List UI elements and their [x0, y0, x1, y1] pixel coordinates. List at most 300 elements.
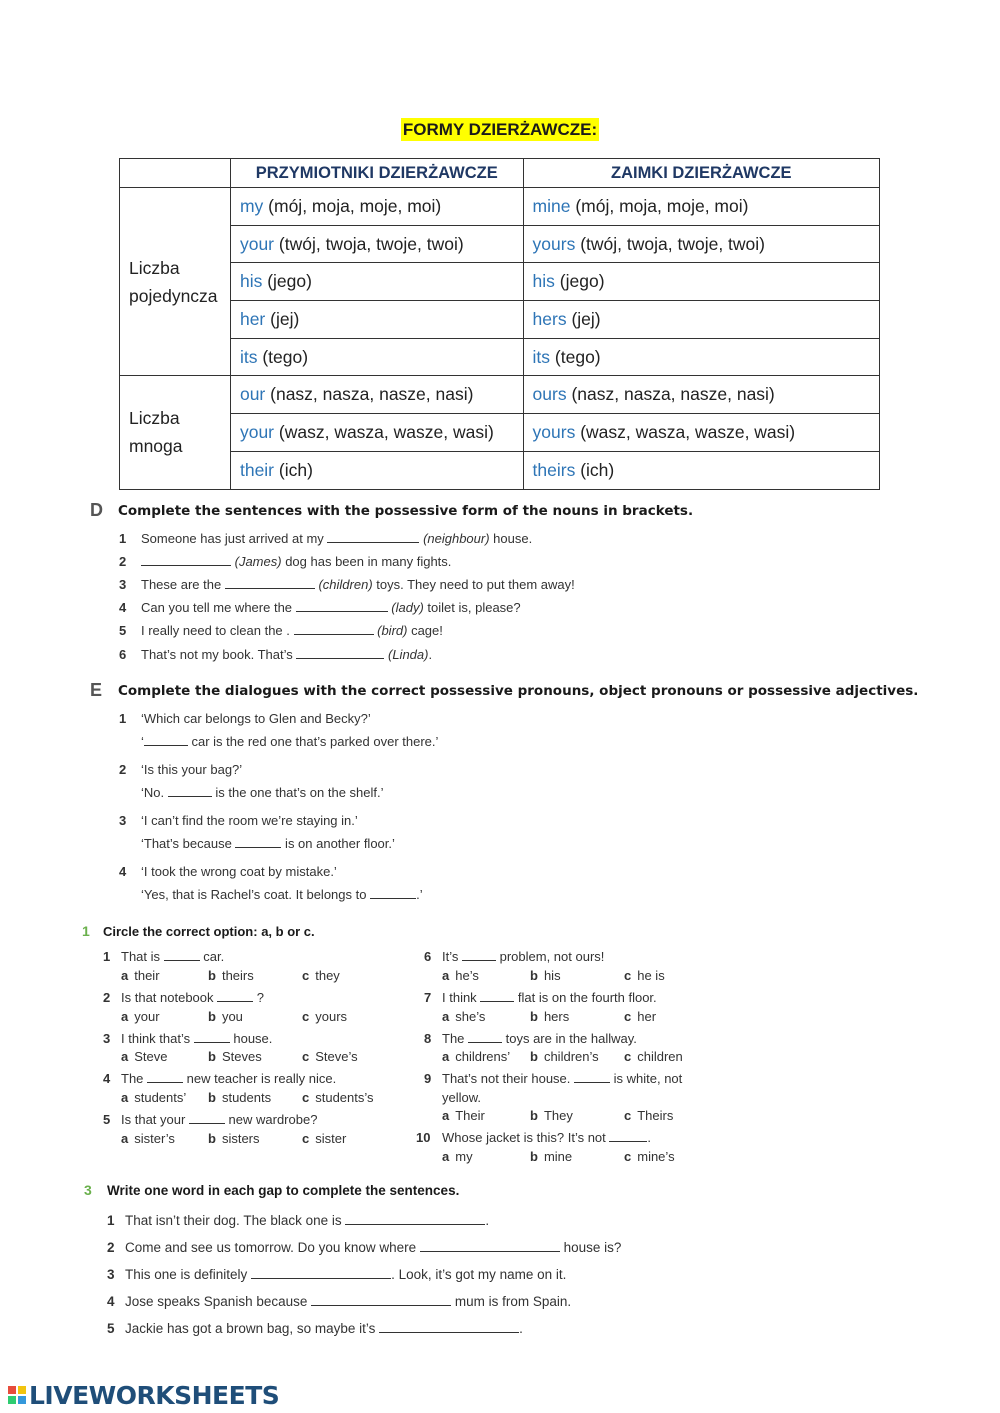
question-text: car.	[199, 949, 225, 964]
adj-cell	[230, 301, 523, 339]
option-letter: c	[302, 968, 310, 983]
answer-gap[interactable]	[251, 1267, 391, 1279]
option-letter: a	[121, 1131, 129, 1146]
exercise-d-item	[119, 554, 451, 569]
adj-cell	[230, 414, 523, 452]
answer-gap[interactable]	[327, 531, 419, 543]
item-text: Someone has just arrived at my	[141, 531, 324, 546]
item-text: mum is from Spain.	[451, 1294, 572, 1309]
question-text: new teacher is really nice.	[183, 1071, 337, 1086]
item-text: ‘	[141, 734, 144, 749]
item-text: ‘I can’t find the room we’re staying in.’	[141, 813, 358, 828]
exercise-3-item	[107, 1294, 571, 1309]
pron-cell	[523, 376, 879, 414]
option-text: students’s	[315, 1090, 374, 1105]
liveworksheets-logo[interactable]	[8, 1380, 279, 1410]
option-text: theirs	[221, 968, 254, 983]
adj-cell	[230, 188, 523, 226]
table-row	[120, 263, 880, 301]
item-text: Come and see us tomorrow. Do you know where	[125, 1240, 420, 1255]
option-a[interactable]	[442, 1149, 473, 1164]
option-a[interactable]	[442, 1108, 485, 1123]
item-text: That’s not my book. That’s	[141, 647, 293, 662]
option-letter: c	[624, 1149, 632, 1164]
option-letter: a	[442, 1108, 450, 1123]
mc-question	[103, 1031, 272, 1046]
answer-gap[interactable]	[296, 647, 384, 659]
question-text: I think that’s	[121, 1031, 194, 1046]
table-row	[120, 225, 880, 263]
item-text: ‘Is this your bag?’	[141, 762, 243, 777]
item-text: .	[485, 1213, 490, 1228]
option-c[interactable]	[302, 1090, 374, 1105]
item-text: toilet is, please?	[423, 600, 521, 615]
question-number: 9	[424, 1071, 432, 1086]
mc-question-continued: yellow.	[442, 1090, 482, 1105]
header-pronouns: ZAIMKI DZIERŻAWCZE	[523, 159, 879, 188]
option-text: Steves	[221, 1049, 262, 1064]
exercise-3-item	[107, 1213, 489, 1228]
pron-cell	[523, 414, 879, 452]
answer-gap[interactable]	[379, 1321, 519, 1333]
option-a[interactable]	[121, 1049, 167, 1064]
option-letter: c	[624, 1009, 632, 1024]
pron-cell	[523, 338, 879, 376]
logo-block	[8, 1386, 16, 1394]
item-number: 1	[119, 531, 127, 546]
item-number: 5	[107, 1321, 115, 1336]
option-text: Steve’s	[315, 1049, 358, 1064]
option-b[interactable]	[530, 1108, 573, 1123]
item-hint: (bird)	[377, 623, 408, 638]
option-text: childrens’	[455, 1049, 511, 1064]
mc-question	[103, 949, 224, 964]
option-text: Steve	[134, 1049, 168, 1064]
mc-question	[103, 990, 264, 1005]
exercise-e-answer-line	[141, 734, 438, 749]
item-number: 3	[119, 813, 127, 828]
option-letter: c	[302, 1090, 310, 1105]
adj-word: his	[239, 271, 263, 292]
item-number: 2	[107, 1240, 115, 1255]
option-letter: a	[442, 968, 450, 983]
pron-trans: (nasz, nasza, nasze, nasi)	[571, 384, 775, 405]
option-letter: a	[442, 1149, 450, 1164]
option-text: children	[637, 1049, 683, 1064]
answer-gap	[468, 1031, 502, 1043]
item-number: 1	[119, 711, 127, 726]
adj-cell	[230, 376, 523, 414]
item-number: 4	[119, 864, 127, 879]
option-b[interactable]	[208, 1049, 262, 1064]
option-a[interactable]	[121, 1090, 186, 1105]
exercise-e-item	[119, 711, 371, 726]
option-c[interactable]	[302, 1131, 346, 1146]
pron-cell	[523, 188, 879, 226]
section-e-letter: E	[90, 680, 103, 700]
item-text: Jose speaks Spanish because	[125, 1294, 312, 1309]
mc-question	[103, 1071, 336, 1086]
pron-word: yours	[532, 421, 576, 442]
adj-word: my	[239, 195, 264, 216]
adj-word: her	[239, 308, 266, 329]
question-text: Is that your	[121, 1112, 189, 1127]
pron-cell	[523, 451, 879, 489]
item-hint: (Linda)	[388, 647, 429, 662]
option-letter: c	[302, 1009, 310, 1024]
item-text: ‘That’s because	[141, 836, 236, 851]
exercise-3-item	[107, 1240, 621, 1255]
question-text: Is that notebook	[121, 990, 218, 1005]
option-letter: c	[302, 1131, 310, 1146]
mc-question	[424, 990, 657, 1005]
item-text: ‘I took the wrong coat by mistake.’	[141, 864, 337, 879]
answer-gap	[194, 1031, 230, 1043]
pron-trans: (wasz, wasza, wasze, wasi)	[580, 421, 796, 442]
item-text: I really need to clean the .	[141, 623, 290, 638]
option-c[interactable]	[302, 1049, 358, 1064]
question-number: 4	[103, 1071, 111, 1086]
option-a[interactable]	[121, 1009, 160, 1024]
option-letter: b	[530, 1049, 538, 1064]
question-number: 8	[424, 1031, 432, 1046]
question-text: Whose jacket is this? It’s not	[442, 1130, 610, 1145]
option-b[interactable]	[208, 1131, 260, 1146]
group-label-plural	[120, 376, 231, 489]
item-number: 2	[119, 554, 127, 569]
group-label-line: Liczba	[129, 408, 180, 429]
question-text: ?	[253, 990, 264, 1005]
question-text: It’s	[442, 949, 462, 964]
option-c[interactable]	[624, 1009, 656, 1024]
group-label-line: pojedyncza	[129, 285, 218, 306]
option-letter: b	[208, 1090, 216, 1105]
option-text: sisters	[221, 1131, 260, 1146]
worksheet-title	[0, 120, 1000, 140]
option-a[interactable]	[442, 1009, 485, 1024]
group-label-line: mnoga	[129, 436, 183, 457]
option-text: you	[221, 1009, 243, 1024]
item-hint: (James)	[234, 554, 282, 569]
exercise-3-item	[107, 1267, 566, 1282]
option-c[interactable]	[624, 968, 665, 983]
option-letter: b	[208, 968, 216, 983]
header-adjectives: PRZYMIOTNIKI DZIERŻAWCZE	[230, 159, 523, 188]
exercise-e-answer-line	[141, 836, 395, 851]
item-text: is the one that’s on the shelf.’	[211, 785, 384, 800]
option-a[interactable]	[442, 968, 479, 983]
mc-question	[424, 1071, 682, 1086]
question-text: The	[121, 1071, 148, 1086]
mc-question	[424, 1031, 637, 1046]
exercise-e-item	[119, 864, 337, 879]
question-text: I think	[442, 990, 481, 1005]
exercise-e-answer-line	[141, 785, 384, 800]
adj-word: our	[239, 384, 266, 405]
logo-block	[18, 1396, 26, 1404]
logo-blocks-icon	[8, 1386, 26, 1404]
question-text: That’s not their house.	[442, 1071, 575, 1086]
option-b[interactable]	[208, 1009, 243, 1024]
adj-word: your	[239, 421, 275, 442]
question-text: That is	[121, 949, 164, 964]
mc-question	[416, 1130, 651, 1145]
option-text: students’	[134, 1090, 187, 1105]
item-number: 5	[119, 623, 127, 638]
answer-gap[interactable]	[225, 577, 315, 589]
item-text: ‘Yes, that is Rachel’s coat. It belongs to	[141, 887, 371, 902]
item-text: house is?	[559, 1240, 622, 1255]
possessive-table	[119, 158, 880, 490]
header-empty	[120, 159, 231, 188]
adj-trans: (jej)	[270, 308, 300, 329]
answer-gap	[574, 1071, 610, 1083]
item-text: car is the red one that’s parked over there.’	[187, 734, 439, 749]
item-text: .	[428, 647, 433, 662]
answer-gap[interactable]	[420, 1240, 560, 1252]
option-text: They	[543, 1108, 573, 1123]
adj-cell	[230, 451, 523, 489]
logo-text: LIVEWORKSHEETS	[29, 1380, 280, 1410]
adj-trans: (mój, moja, moje, moi)	[268, 195, 442, 216]
answer-gap[interactable]	[370, 887, 416, 899]
option-c[interactable]	[302, 1009, 347, 1024]
item-number: 6	[119, 647, 127, 662]
table-row	[120, 338, 880, 376]
item-text: cage!	[407, 623, 443, 638]
exercise-d-item	[119, 623, 443, 638]
option-letter: a	[442, 1049, 450, 1064]
answer-gap	[147, 1071, 183, 1083]
pron-word: theirs	[532, 459, 576, 480]
option-a[interactable]	[442, 1049, 510, 1064]
item-text: toys. They need to put them away!	[372, 577, 575, 592]
adj-trans: (twój, twoja, twoje, twoi)	[278, 233, 464, 254]
question-text: is white, not	[610, 1071, 683, 1086]
adj-cell	[230, 225, 523, 263]
adj-trans: (wasz, wasza, wasze, wasi)	[278, 421, 494, 442]
option-b[interactable]	[530, 968, 561, 983]
option-text: students	[221, 1090, 272, 1105]
option-b[interactable]	[530, 1149, 572, 1164]
item-number: 4	[119, 600, 127, 615]
option-letter: c	[624, 968, 632, 983]
table-row	[120, 414, 880, 452]
item-text: is on another floor.’	[281, 836, 395, 851]
option-b[interactable]	[208, 968, 254, 983]
table-row	[120, 301, 880, 339]
question-number: 5	[103, 1112, 111, 1127]
option-text: mine’s	[637, 1149, 675, 1164]
item-text: This one is definitely	[125, 1267, 252, 1282]
pron-trans: (jego)	[559, 271, 605, 292]
mc-question	[103, 1112, 317, 1127]
item-number: 3	[119, 577, 127, 592]
table-row	[120, 376, 880, 414]
item-text: .	[519, 1321, 523, 1336]
pron-cell	[523, 263, 879, 301]
group-label-singular	[120, 188, 231, 376]
section-1-instruction: Circle the correct option: a, b or c.	[103, 924, 315, 939]
option-text: he’s	[455, 968, 479, 983]
option-b[interactable]	[530, 1049, 599, 1064]
pron-cell	[523, 225, 879, 263]
option-text: their	[134, 968, 160, 983]
table-header-row	[120, 159, 880, 188]
item-number: 3	[107, 1267, 115, 1282]
option-letter: a	[442, 1009, 450, 1024]
adj-word: its	[239, 346, 258, 367]
item-text: dog has been in many fights.	[281, 554, 452, 569]
item-text: That isn’t their dog. The black one is	[125, 1213, 346, 1228]
table-row	[120, 188, 880, 226]
answer-gap[interactable]	[294, 623, 374, 635]
answer-gap[interactable]	[296, 600, 388, 612]
answer-gap[interactable]	[235, 836, 281, 848]
option-c[interactable]	[624, 1149, 675, 1164]
option-text: your	[134, 1009, 160, 1024]
answer-gap[interactable]	[168, 785, 212, 797]
pron-trans: (jej)	[571, 308, 601, 329]
question-number: 6	[424, 949, 432, 964]
option-text: children’s	[543, 1049, 599, 1064]
adj-word: your	[239, 233, 275, 254]
question-text: new wardrobe?	[224, 1112, 318, 1127]
item-text: .’	[416, 887, 423, 902]
option-text: they	[315, 968, 340, 983]
option-text: my	[455, 1149, 473, 1164]
option-text: she’s	[455, 1009, 486, 1024]
section-1-number: 1	[82, 923, 90, 939]
option-b[interactable]	[208, 1090, 271, 1105]
logo-block	[18, 1386, 26, 1394]
section-d-instruction: Complete the sentences with the possessive form of the nouns in brackets.	[118, 503, 694, 519]
option-letter: a	[121, 968, 129, 983]
question-number: 1	[103, 949, 111, 964]
group-label-line: Liczba	[129, 257, 180, 278]
question-text: toys are in the hallway.	[502, 1031, 637, 1046]
item-text: ‘No.	[141, 785, 168, 800]
option-b[interactable]	[530, 1009, 569, 1024]
question-number: 2	[103, 990, 111, 1005]
pron-trans: (ich)	[580, 459, 615, 480]
table-row	[120, 451, 880, 489]
option-a[interactable]	[121, 1131, 175, 1146]
option-letter: a	[121, 1049, 129, 1064]
option-text: Theirs	[637, 1108, 674, 1123]
section-d-letter: D	[90, 500, 103, 520]
item-number: 2	[119, 762, 127, 777]
exercise-d-item	[119, 577, 575, 592]
adj-trans: (jego)	[267, 271, 312, 292]
exercise-d-item	[119, 600, 521, 615]
pron-word: his	[532, 271, 555, 292]
option-letter: c	[624, 1049, 632, 1064]
adj-trans: (nasz, nasza, nasze, nasi)	[270, 384, 474, 405]
item-text: ‘Which car belongs to Glen and Becky?’	[141, 711, 371, 726]
option-letter: b	[530, 1149, 538, 1164]
pron-word: yours	[532, 233, 576, 254]
answer-gap	[189, 1112, 225, 1124]
question-text: problem, not ours!	[496, 949, 605, 964]
exercise-d-item	[119, 647, 432, 662]
exercise-3-item	[107, 1321, 523, 1336]
option-text: hers	[543, 1009, 570, 1024]
option-text: sister’s	[134, 1131, 175, 1146]
logo-block	[8, 1396, 16, 1404]
section-e-instruction: Complete the dialogues with the correct possessive pronouns, object pronouns or possessive adjectives.	[118, 683, 919, 699]
answer-gap	[462, 949, 496, 961]
adj-cell	[230, 338, 523, 376]
title-text: FORMY DZIERŻAWCZE:	[402, 120, 598, 139]
item-number: 4	[107, 1294, 115, 1309]
question-text: The	[442, 1031, 469, 1046]
pron-word: mine	[532, 195, 571, 216]
adj-cell	[230, 263, 523, 301]
pron-word: ours	[532, 384, 567, 405]
option-letter: b	[530, 968, 538, 983]
adj-word: their	[239, 459, 275, 480]
answer-gap[interactable]	[311, 1294, 451, 1306]
pron-trans: (twój, twoja, twoje, twoi)	[580, 233, 765, 254]
option-letter: b	[530, 1108, 538, 1123]
exercise-d-item	[119, 531, 532, 546]
answer-gap[interactable]	[144, 734, 188, 746]
exercise-e-item	[119, 762, 242, 777]
question-text: flat is on the fourth floor.	[514, 990, 657, 1005]
item-number: 1	[107, 1213, 115, 1228]
item-hint: (children)	[318, 577, 373, 592]
option-letter: b	[208, 1009, 216, 1024]
item-text: Jackie has got a brown bag, so maybe it’s	[125, 1321, 380, 1336]
pron-trans: (tego)	[554, 346, 601, 367]
option-letter: b	[530, 1009, 538, 1024]
answer-gap	[609, 1130, 647, 1142]
item-hint: (lady)	[391, 600, 424, 615]
answer-gap[interactable]	[141, 554, 231, 566]
item-hint: (neighbour)	[423, 531, 490, 546]
pron-word: its	[532, 346, 551, 367]
option-letter: c	[302, 1049, 310, 1064]
option-letter: a	[121, 1009, 129, 1024]
option-letter: b	[208, 1131, 216, 1146]
answer-gap	[217, 990, 253, 1002]
option-text: his	[543, 968, 561, 983]
section-3-instruction: Write one word in each gap to complete the sentences.	[107, 1183, 460, 1198]
option-a[interactable]	[121, 968, 160, 983]
question-text: house.	[229, 1031, 273, 1046]
question-number: 7	[424, 990, 432, 1005]
option-text: sister	[315, 1131, 347, 1146]
option-c[interactable]	[624, 1108, 673, 1123]
option-text: Their	[455, 1108, 485, 1123]
item-text: . Look, it’s got my name on it.	[391, 1267, 567, 1282]
adj-trans: (tego)	[262, 346, 309, 367]
section-3-number: 3	[84, 1182, 92, 1198]
option-letter: a	[121, 1090, 129, 1105]
exercise-e-answer-line	[141, 887, 423, 902]
answer-gap[interactable]	[345, 1213, 485, 1225]
pron-trans: (mój, moja, moje, moi)	[575, 195, 749, 216]
answer-gap	[164, 949, 200, 961]
item-text: house.	[489, 531, 533, 546]
option-c[interactable]	[302, 968, 340, 983]
option-c[interactable]	[624, 1049, 683, 1064]
option-text: he is	[637, 968, 665, 983]
question-text: .	[647, 1130, 652, 1145]
option-text: her	[637, 1009, 657, 1024]
question-number: 10	[416, 1130, 431, 1145]
